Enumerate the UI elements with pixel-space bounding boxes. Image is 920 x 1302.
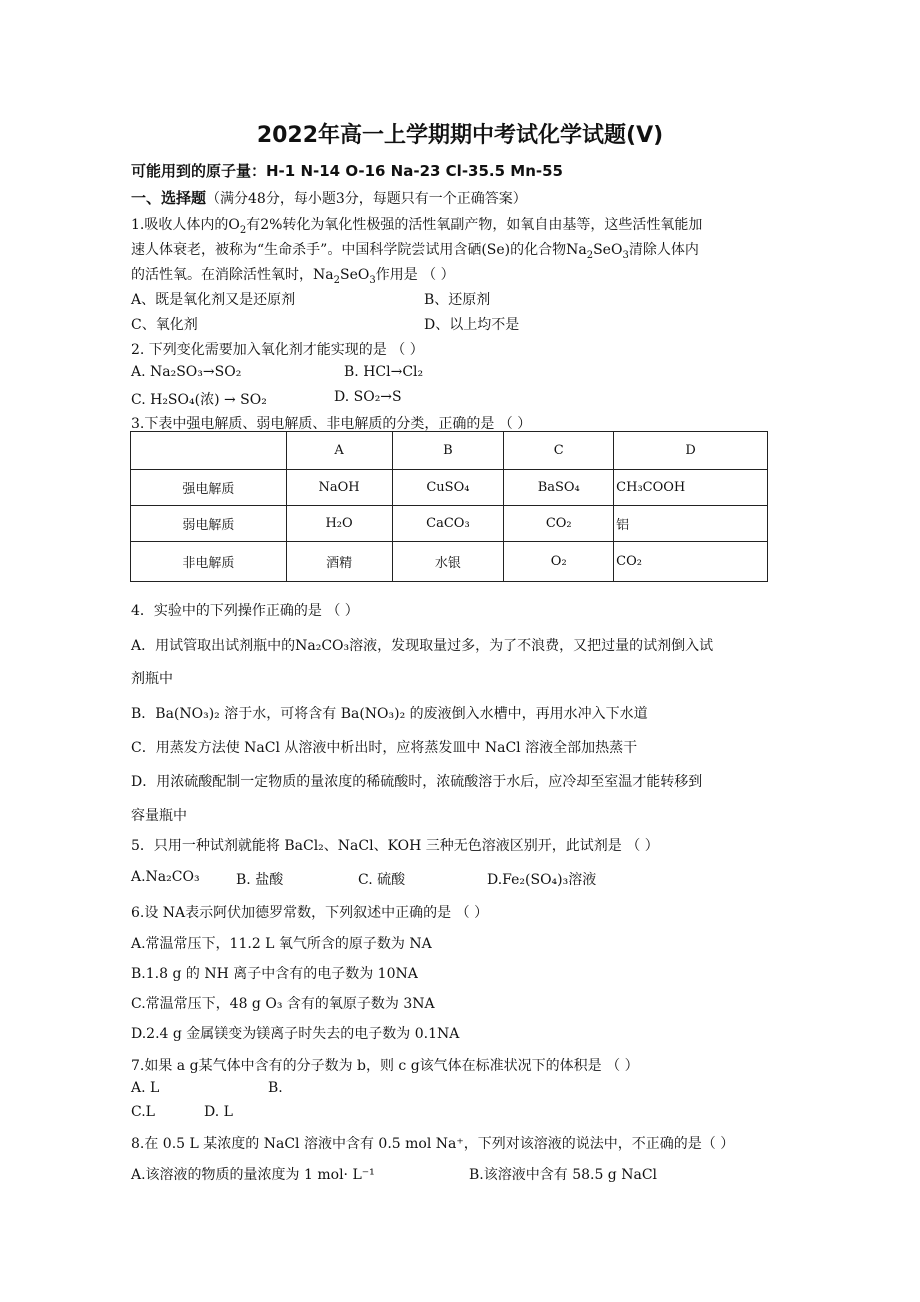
table-header-cell: B [392,432,504,470]
page-title: 2022年高一上学期期中考试化学试题(V) [256,123,664,148]
q2-option-c: C. H₂SO₄(浓) → SO₂ [131,392,267,408]
q7-option-c: C.L [131,1104,155,1120]
q2-option-d: D. SO₂→S [334,389,402,405]
table-cell: BaSO₄ [504,470,614,506]
q3-stem: 3.下表中强电解质、弱电解质、非电解质的分类，正确的是 （ ） [131,416,532,432]
section-heading [131,187,527,208]
q7-stem: 7.如果 a g某气体中含有的分子数为 b，则 c g该气体在标准状况下的体积是 （ ） [131,1058,639,1074]
table-cell: H₂O [286,506,392,542]
section-note: （满分48分，每小题3分，每题只有一个正确答案） [206,191,527,207]
table-cell: 弱电解质 [131,506,287,542]
q7-option-a: A. L [131,1080,160,1096]
q5-option-d: D.Fe₂(SO₄)₃溶液 [487,872,597,888]
table-row [131,470,768,506]
q6-stem: 6.设 NA表示阿伏加德罗常数，下列叙述中正确的是 （ ） [131,905,489,921]
table-cell: O₂ [504,542,614,582]
q4-stem: 4．实验中的下列操作正确的是 （ ） [131,603,359,619]
table-cell: 铝 [614,506,768,542]
q1-text-h: 作用是 （ ） [375,267,455,283]
q1-option-a: A、既是氧化剂又是还原剂 [131,292,296,308]
q6-option-c: C.常温常压下，48 g O₃ 含有的氧原子数为 3NA [131,996,435,1012]
q1-option-c: C、氧化剂 [131,317,198,333]
q4-option-c: C．用蒸发方法使 NaCl 从溶液中析出时，应将蒸发皿中 NaCl 溶液全部加热蒸干 [131,740,638,756]
q1-text-b: 有2%转化为氧化性极强的活性氧副产物，如氧自由基等，这些活性氧能加 [246,217,703,233]
q1-option-d: D、以上均不是 [424,317,520,333]
q8-stem: 8.在 0.5 L 某浓度的 NaCl 溶液中含有 0.5 mol Na⁺，下列对该溶液的说法中，不正确的是（ ） [131,1136,735,1152]
table-row [131,542,768,582]
q1-text-f: 的活性氧。在消除活性氧时，Na [131,267,334,283]
table-cell: 水银 [392,542,504,582]
q2-option-a: A. Na₂SO₃→SO₂ [131,364,242,380]
q5-option-c: C. 硫酸 [358,872,406,888]
q4-option-a-line2: 剂瓶中 [131,671,173,687]
table-cell: CaCO₃ [392,506,504,542]
q1-line2: 速人体衰老，被称为“生命杀手”。中国科学院尝试用含硒(Se)的化合物$Na_2SeO_3$清除人体内 [131,242,699,261]
q1-option-b: B、还原剂 [424,292,491,308]
q7-option-b: B. [268,1080,283,1096]
q2-stem: 2. 下列变化需要加入氧化剂才能实现的是 （ ） [131,342,424,358]
table-cell: CuSO₄ [392,470,504,506]
q6-option-b: B.1.8 g 的 NH 离子中含有的电子数为 10NA [131,966,418,982]
electrolyte-table [130,431,768,582]
table-header-cell: A [286,432,392,470]
q8-option-b: B.该溶液中含有 58.5 g NaCl [469,1167,658,1183]
q1-text-e: 清除人体内 [628,242,699,258]
q7-option-d: D. L [204,1104,233,1120]
q2-option-b: B. HCl→Cl₂ [344,364,424,380]
atomic-masses: 可能用到的原子量：H-1 N-14 O-16 Na-23 Cl-35.5 Mn-55 [131,162,563,180]
q1-text-g: SeO [339,267,370,283]
table-cell: CO₂ [504,506,614,542]
q5-option-a: A.Na₂CO₃ [131,869,200,885]
table-row [131,506,768,542]
table-header-cell [131,432,287,470]
table-cell: CO₂ [614,542,768,582]
q1-text-a: 1.吸收人体内的O [131,217,240,233]
table-header-row [131,432,768,470]
table-header-cell: C [504,432,614,470]
q1-text-c: 速人体衰老，被称为“生命杀手”。中国科学院尝试用含硒(Se)的化合物Na [131,242,587,258]
q8-option-a: A.该溶液的物质的量浓度为 1 mol· L⁻¹ [131,1167,375,1183]
q4-option-b: B．Ba(NO₃)₂ 溶于水，可将含有 Ba(NO₃)₂ 的废液倒入水槽中，再用水冲入下水道 [131,706,648,722]
q5-option-b: B. 盐酸 [236,872,284,888]
table-header-cell: D [614,432,768,470]
q1-line1: 1.吸收人体内的$O_2$有2%转化为氧化性极强的活性氧副产物，如氧自由基等，这些活性氧能加 [131,217,703,236]
q4-option-a-line1: A．用试管取出试剂瓶中的Na₂CO₃溶液，发现取量过多，为了不浪费，又把过量的试剂倒入试 [131,638,714,654]
q5-stem: 5．只用一种试剂就能将 BaCl₂、NaCl、KOH 三种无色溶液区别开，此试剂是 （ ） [131,838,659,854]
q6-option-d: D.2.4 g 金属镁变为镁离子时失去的电子数为 0.1NA [131,1026,460,1042]
q1-line3: 的活性氧。在消除活性氧时，$Na_2SeO_3$作用是 （ ） [131,267,455,286]
table-cell: 酒精 [286,542,392,582]
table-cell: CH₃COOH [614,470,768,506]
table-cell: 非电解质 [131,542,287,582]
q4-option-d-line2: 容量瓶中 [131,808,187,824]
section-title: 一、选择题 [131,189,207,207]
table-cell: 强电解质 [131,470,287,506]
q4-option-d-line1: D．用浓硫酸配制一定物质的量浓度的稀硫酸时，浓硫酸溶于水后，应冷却至室温才能转移到 [131,774,703,790]
q6-option-a: A.常温常压下，11.2 L 氧气所含的原子数为 NA [131,936,432,952]
q1-text-d: SeO [593,242,623,258]
table-cell: NaOH [286,470,392,506]
